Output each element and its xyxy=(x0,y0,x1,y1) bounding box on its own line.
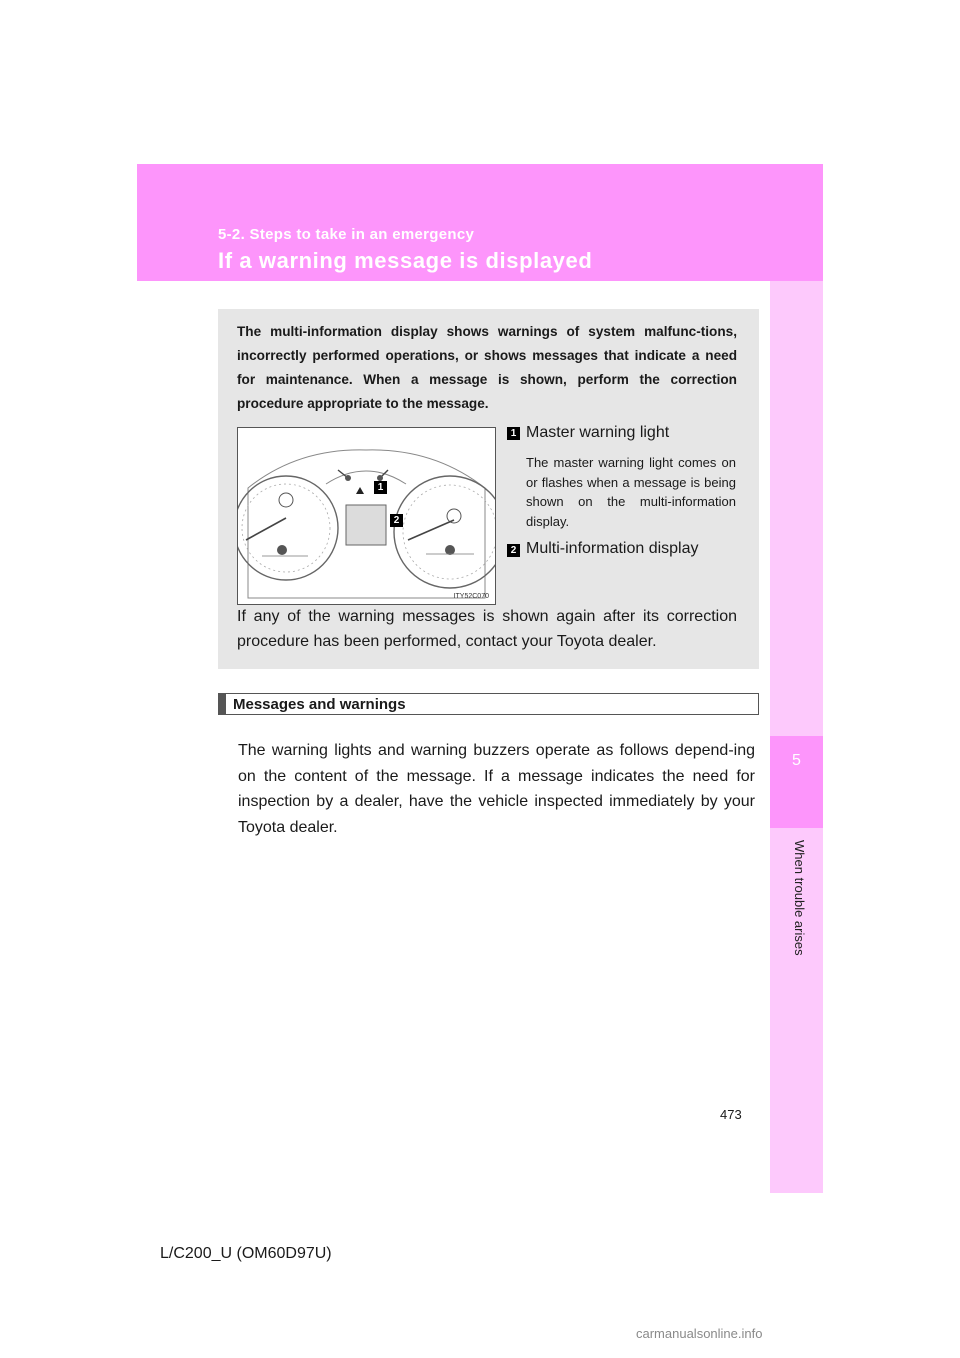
closing-text: If any of the warning messages is shown again after its correction procedure has been performed, contact your Toyota dealer. xyxy=(237,608,737,650)
legend-1-description: The master warning light comes on or flashes when a message is being shown on the multi-information display. xyxy=(526,455,736,529)
legend-2-title: Multi-information display xyxy=(526,540,699,557)
instrument-cluster-figure xyxy=(237,427,496,605)
heading-marker xyxy=(219,694,226,714)
chapter-number: 5 xyxy=(792,752,801,769)
legend-2-badge: 2 xyxy=(507,544,520,557)
instrument-cluster-illustration xyxy=(238,428,495,604)
callout-2-badge: 2 xyxy=(390,514,403,527)
section-label: 5-2. Steps to take in an emergency xyxy=(218,226,475,243)
section-heading-bar xyxy=(218,693,759,715)
chapter-tab-active[interactable] xyxy=(770,736,823,828)
page-title: If a warning message is displayed xyxy=(218,248,593,273)
figure-code: ITY52C070 xyxy=(453,593,489,600)
legend-1-badge: 1 xyxy=(507,427,520,440)
page-number: 473 xyxy=(720,1107,742,1122)
document-id: L/C200_U (OM60D97U) xyxy=(160,1245,332,1262)
watermark[interactable]: carmanualsonline.info xyxy=(636,1326,763,1341)
intro-text: The multi-information display shows warnings of system malfunc-tions, incorrectly performed operations, or shows messages that indicate a need for maintenance. When a message is shown, perform the correction procedure appropriate to the message. xyxy=(237,324,737,411)
chapter-title: When trouble arises xyxy=(792,840,807,956)
section-body: The warning lights and warning buzzers operate as follows depend-ing on the content of the message. If a message indicates the need for inspection by a dealer, have the vehicle inspected immediately by your Toyota dealer. xyxy=(238,742,755,836)
callout-1-badge: 1 xyxy=(374,481,387,494)
legend-1-title: Master warning light xyxy=(526,424,670,441)
section-heading: Messages and warnings xyxy=(233,696,406,713)
